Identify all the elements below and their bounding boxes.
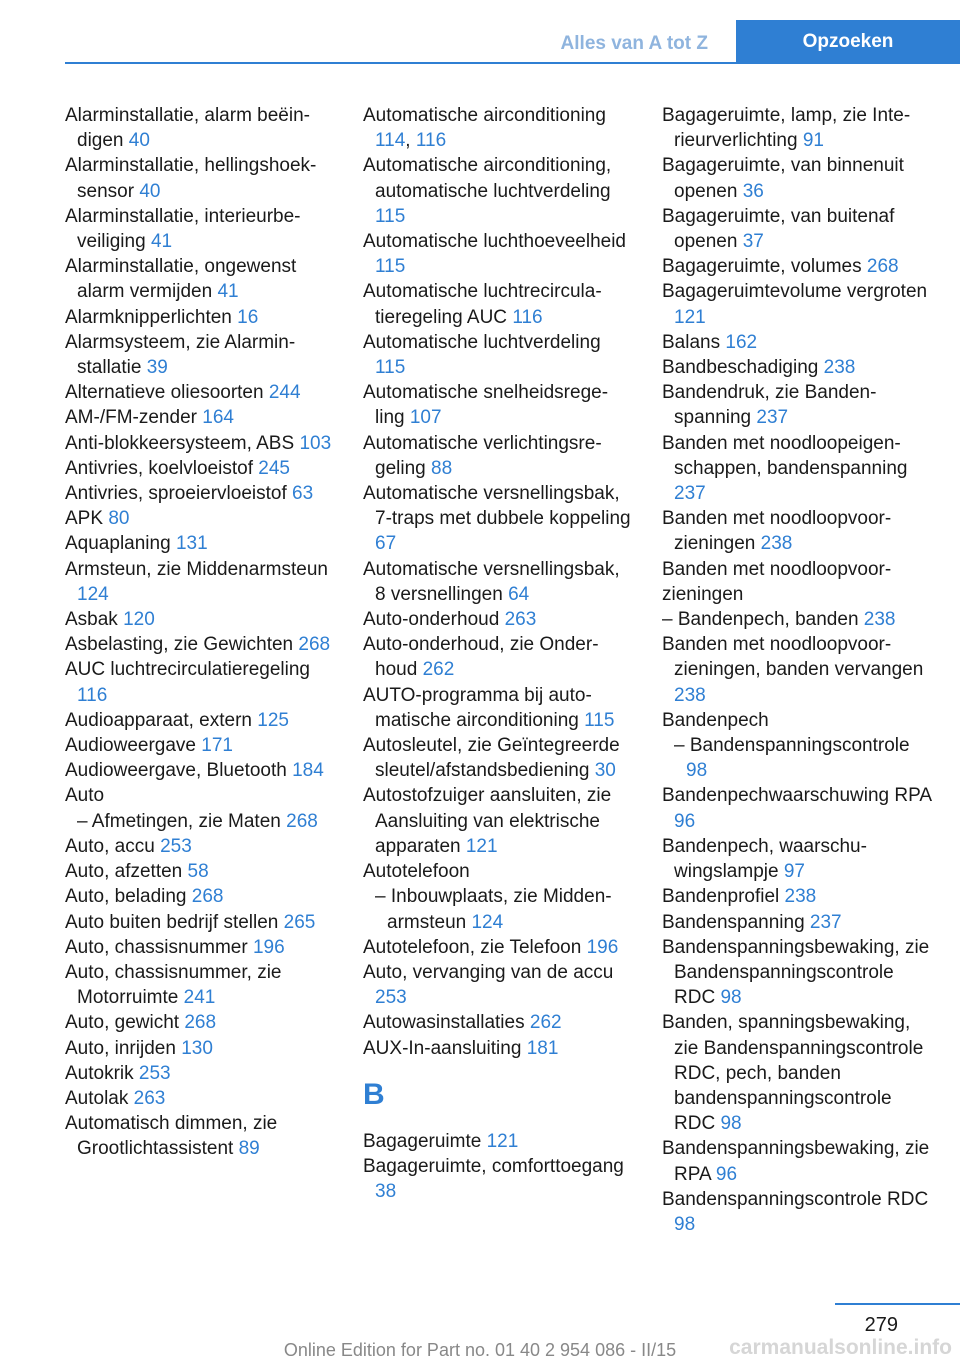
page-link[interactable]: 262 xyxy=(529,1012,562,1034)
index-entry-text: AUC luchtrecirculatieregeling xyxy=(65,659,310,681)
page-link[interactable]: 164 xyxy=(202,407,234,429)
index-entry-text: Alarminstallatie, alarm beëindigen xyxy=(65,105,310,152)
index-entry-text: Bagageruimte, volumes xyxy=(662,256,862,278)
index-entry-text: Bandenspanning xyxy=(662,911,805,933)
index-entry xyxy=(662,153,932,203)
index-entry xyxy=(65,431,333,456)
page-link[interactable]: 268 xyxy=(298,634,331,656)
index-entry xyxy=(662,783,932,833)
page-link[interactable]: 237 xyxy=(674,483,706,505)
index-entry-text: Anti-blokkeersysteem, ABS xyxy=(65,432,295,454)
page-link[interactable]: 115 xyxy=(375,357,406,379)
page-link[interactable]: 120 xyxy=(123,609,155,631)
page-link[interactable]: 67 xyxy=(375,533,397,555)
index-entry-text: Bagageruimtevolume vergroten xyxy=(662,281,928,303)
index-entry xyxy=(662,506,932,556)
page-link[interactable]: 196 xyxy=(252,936,285,958)
index-entry-text: Auto buiten bedrijf stellen xyxy=(65,911,279,933)
index-entry xyxy=(363,1129,631,1154)
index-entry-text: Bandenpech, waarschuwingslampje xyxy=(662,835,867,883)
page-link[interactable]: 64 xyxy=(508,583,530,605)
page-link[interactable]: 238 xyxy=(760,533,793,555)
page-link[interactable]: 253 xyxy=(160,835,192,857)
index-entry-text: Auto-onderhoud xyxy=(363,609,500,631)
index-entry xyxy=(363,935,631,960)
index-entry xyxy=(65,305,333,330)
index-entry-text: Automatische versnellingsbak, 8 versnellingen xyxy=(363,558,620,605)
index-entry-text: – Bandenpech, banden xyxy=(662,609,859,631)
page-link[interactable]: 63 xyxy=(292,483,314,505)
index-entry-text: Audioweergave xyxy=(65,735,196,757)
page-link[interactable]: 41 xyxy=(150,231,173,253)
page-link[interactable]: 30 xyxy=(594,760,616,782)
index-entry-text: Alarmknipperlichten xyxy=(65,306,232,328)
index-entry xyxy=(662,103,932,153)
index-entry xyxy=(65,935,333,960)
index-entry xyxy=(65,531,333,556)
index-entry-text: Banden met noodloopvoorzieningen xyxy=(662,508,892,555)
page-link[interactable]: 98 xyxy=(720,1113,742,1135)
page-link[interactable]: 40 xyxy=(139,180,161,202)
index-entry-text: Alarmsysteem, zie Alarminstallatie xyxy=(65,331,296,379)
index-entry-text: Autosleutel, zie Geïntegreerde sleutel/afstandsbediening xyxy=(363,735,620,782)
index-entry xyxy=(662,708,932,733)
index-entry-text: Banden met noodloopeigenschappen, bandenspanning xyxy=(662,432,908,479)
page-link[interactable]: 116 xyxy=(415,130,447,152)
page-link[interactable]: 116 xyxy=(512,306,543,328)
watermark: carmanualsonline.info xyxy=(729,1336,952,1359)
index-entry-text: – Bandenspanningscontrole xyxy=(674,735,910,757)
page-link[interactable]: 41 xyxy=(217,281,239,303)
index-entry xyxy=(662,1136,932,1186)
page-link[interactable]: 96 xyxy=(674,810,696,832)
page-link[interactable]: 238 xyxy=(823,357,856,379)
page-link[interactable]: 238 xyxy=(863,609,896,631)
index-entry-text: APK xyxy=(65,508,104,530)
section-letter: B xyxy=(363,1077,385,1111)
index-entry-text: Armsteun, zie Middenarmsteun xyxy=(65,558,328,580)
page-link[interactable]: 263 xyxy=(133,1087,166,1109)
index-entry-text: Bandenspanningsbewaking, zie RPA xyxy=(662,1138,930,1185)
index-entry xyxy=(65,859,333,884)
index-entry-text: Autowasinstallaties xyxy=(363,1012,525,1034)
index-entry xyxy=(662,254,932,279)
index-entry xyxy=(65,1061,333,1086)
index-entry xyxy=(65,405,333,430)
index-subentry xyxy=(65,809,333,834)
index-entry xyxy=(363,632,631,682)
index-entry-text: Automatische airconditioning, automatische luchtverdeling xyxy=(363,155,612,202)
page-link[interactable]: 171 xyxy=(201,735,233,757)
index-entry xyxy=(363,229,631,279)
index-entry xyxy=(65,481,333,506)
index-entry-text: Bandenspanningsbewaking, zie Bandenspanningscontrole RDC xyxy=(662,936,930,1009)
index-entry xyxy=(65,330,333,380)
page-link[interactable]: 268 xyxy=(191,886,224,908)
index-entry-text: Bandendruk, zie Bandenspanning xyxy=(662,382,877,429)
index-entry xyxy=(65,884,333,909)
index-entry-text: Audioapparaat, extern xyxy=(65,709,252,731)
index-entry-text: Autotelefoon, zie Telefoon xyxy=(363,936,582,958)
page-link[interactable]: 268 xyxy=(866,256,899,278)
index-entry-text: – Afmetingen, zie Maten xyxy=(77,810,281,832)
index-entry xyxy=(65,910,333,935)
page-link[interactable]: 40 xyxy=(128,130,150,152)
index-entry-text: Bandenpech xyxy=(662,709,769,731)
page-link[interactable]: 253 xyxy=(138,1062,171,1084)
index-entry xyxy=(65,506,333,531)
index-entry xyxy=(65,153,333,203)
page-link[interactable]: 36 xyxy=(742,180,764,202)
index-entry-text: Automatische versnellingsbak, 7-traps met dubbele koppeling xyxy=(363,483,631,530)
page-link[interactable]: 131 xyxy=(175,533,208,555)
index-entry-text: Autotelefoon xyxy=(363,861,470,883)
index-entry xyxy=(363,330,631,380)
index-column-2 xyxy=(363,103,631,1204)
index-entry xyxy=(65,657,333,707)
index-entry-text: Automatische snelheidsregeling xyxy=(363,382,609,429)
index-subentry xyxy=(662,607,932,632)
page-link[interactable]: 262 xyxy=(422,659,455,681)
index-entry-text: – Inbouwplaats, zie Middenarmsteun xyxy=(375,886,612,933)
index-subentry xyxy=(662,733,932,783)
index-entry-text: Bagageruimte xyxy=(363,1130,482,1152)
page-link[interactable]: 245 xyxy=(258,457,290,479)
page-link[interactable]: 121 xyxy=(674,306,706,328)
index-entry-text: Alarminstallatie, hellingshoeksensor xyxy=(65,155,317,202)
index-entry-text: Auto, vervanging van de accu xyxy=(363,961,614,983)
index-entry-text: Asbak xyxy=(65,609,118,631)
page-link[interactable]: 162 xyxy=(725,331,758,353)
index-entry xyxy=(363,1154,631,1204)
index-entry xyxy=(662,884,932,909)
index-entry-text: Automatisch dimmen, zie Grootlichtassistent xyxy=(65,1113,278,1160)
index-entry xyxy=(363,380,631,430)
page-link[interactable]: 114 xyxy=(375,130,406,152)
edition-footer: Online Edition for Part no. 01 40 2 954 086 - II/15 xyxy=(283,1340,677,1360)
page-link[interactable]: 124 xyxy=(77,583,109,605)
index-entry-text: Automatische luchtrecirculatieregeling AUC xyxy=(363,281,602,328)
page-link[interactable]: 96 xyxy=(715,1163,738,1185)
index-entry xyxy=(65,103,333,153)
index-entry xyxy=(363,960,631,1010)
index-entry-text: Alternatieve oliesoorten xyxy=(65,382,264,404)
index-entry xyxy=(65,733,333,758)
page-link[interactable]: 98 xyxy=(674,1213,696,1235)
page-link[interactable]: 268 xyxy=(184,1012,217,1034)
index-entry xyxy=(65,632,333,657)
page-link[interactable]: 89 xyxy=(238,1138,260,1160)
index-entry-text: Antivries, koelvloeistof xyxy=(65,457,253,479)
index-entry-text: Auto, afzetten xyxy=(65,861,183,883)
page-link[interactable]: 115 xyxy=(584,709,615,731)
page-link[interactable]: 116 xyxy=(77,684,108,706)
index-entry-text: Bagageruimte, comforttoegang xyxy=(363,1155,624,1177)
index-entry-text: Automatische luchthoeveelheid xyxy=(363,231,627,253)
index-entry-text: Bandbeschadiging xyxy=(662,357,819,379)
index-entry xyxy=(662,1010,932,1136)
page-link[interactable]: 37 xyxy=(742,231,764,253)
page-link[interactable]: 184 xyxy=(292,760,324,782)
index-entry xyxy=(65,834,333,859)
index-entry xyxy=(363,431,631,481)
index-entry xyxy=(363,279,631,329)
index-entry-text: Aquaplaning xyxy=(65,533,171,555)
index-entry xyxy=(363,557,631,607)
index-entry xyxy=(65,1086,333,1111)
index-entry-text: Automatische luchtverdeling xyxy=(363,331,601,353)
page-link[interactable]: 181 xyxy=(526,1037,559,1059)
index-entry-text: Balans xyxy=(662,331,721,353)
index-entry-text: Auto, gewicht xyxy=(65,1012,180,1034)
index-entry xyxy=(65,708,333,733)
index-entry xyxy=(65,758,333,783)
index-entry xyxy=(363,733,631,783)
index-entry-text: Autostofzuiger aansluiten, zie Aansluiting van elektrische apparaten xyxy=(363,785,612,857)
page-link[interactable]: 107 xyxy=(409,407,442,429)
index-entry xyxy=(363,683,631,733)
page-link[interactable]: 238 xyxy=(784,886,817,908)
index-entry xyxy=(662,279,932,329)
index-entry-text: Auto, chassisnummer, zie Motorruimte xyxy=(65,961,282,1009)
index-entry-text: Auto, belading xyxy=(65,886,187,908)
index-entry xyxy=(662,204,932,254)
index-entry-text: Alarminstallatie, ongewenst alarm vermijden xyxy=(65,256,297,303)
index-entry xyxy=(662,431,932,507)
index-entry-text: Auto-onderhoud, zie Onderhoud xyxy=(363,634,599,681)
page-link[interactable]: 125 xyxy=(257,709,289,731)
index-entry xyxy=(65,557,333,607)
page-link[interactable]: 265 xyxy=(283,911,316,933)
page-link[interactable]: 98 xyxy=(686,760,708,782)
page-link[interactable]: 263 xyxy=(504,609,537,631)
index-entry xyxy=(662,380,932,430)
page-link[interactable]: 244 xyxy=(268,382,301,404)
index-entry-text: Auto, accu xyxy=(65,835,155,857)
index-entry-text: Bandenpechwaarschuwing RPA xyxy=(662,785,931,807)
index-entry xyxy=(363,1010,631,1035)
page-link[interactable]: 237 xyxy=(809,911,842,933)
page-link[interactable]: 58 xyxy=(187,861,209,883)
index-subentry xyxy=(363,884,631,934)
index-entry-text: AM-/FM-zender xyxy=(65,407,197,429)
index-entry-text: Auto, inrijden xyxy=(65,1037,176,1059)
index-entry xyxy=(363,481,631,557)
index-entry-text: AUTO-programma bij automatische airconditioning xyxy=(363,684,592,731)
index-entry-text: Auto xyxy=(65,785,105,807)
page-link[interactable]: 238 xyxy=(674,684,706,706)
page-link[interactable]: 80 xyxy=(108,508,130,530)
index-entry-text: Bagageruimte, van binnenuit openen xyxy=(662,155,904,202)
index-entry-text: Bagageruimte, lamp, zie Interieurverlichting xyxy=(662,105,911,152)
index-entry xyxy=(662,935,932,1011)
index-entry xyxy=(363,859,631,884)
index-entry xyxy=(65,1111,333,1161)
page-link[interactable]: 196 xyxy=(586,936,619,958)
page-link[interactable]: 121 xyxy=(486,1130,519,1152)
index-entry xyxy=(662,834,932,884)
header-tab-opzoeken[interactable]: Opzoeken xyxy=(736,20,960,63)
index-entry-text: Banden met noodloopvoorzieningen xyxy=(662,558,892,605)
page-link[interactable]: 121 xyxy=(465,835,498,857)
page-link[interactable]: 103 xyxy=(299,432,332,454)
index-entry xyxy=(662,632,932,708)
index-entry-text: Alarminstallatie, interieurbeveiliging xyxy=(65,205,301,253)
index-entry xyxy=(662,910,932,935)
index-entry xyxy=(662,1187,932,1237)
index-entry-text: Asbelasting, zie Gewichten xyxy=(65,634,294,656)
index-entry-text: Bandenprofiel xyxy=(662,886,780,908)
page-number-rule xyxy=(835,1303,960,1305)
index-entry-text: Autolak xyxy=(65,1087,129,1109)
index-entry-text: Banden, spanningsbewaking, zie Bandenspanningscontrole RDC, pech, banden bandenspanningscontrole RDC xyxy=(662,1012,924,1135)
index-entry xyxy=(65,380,333,405)
index-entry xyxy=(65,960,333,1010)
page-link[interactable]: 130 xyxy=(181,1037,213,1059)
header-rule xyxy=(65,62,960,64)
index-entry-text: Bagageruimte, van buitenaf openen xyxy=(662,205,895,253)
page-link[interactable]: 38 xyxy=(375,1181,397,1203)
page-link[interactable]: 91 xyxy=(802,130,824,152)
page-link[interactable]: 253 xyxy=(375,987,407,1009)
page-link[interactable]: 237 xyxy=(756,407,789,429)
index-entry-text: Bandenspanningscontrole RDC xyxy=(662,1188,929,1210)
index-entry-text: Antivries, sproeiervloeistof xyxy=(65,483,287,505)
index-entry xyxy=(662,355,932,380)
page-link[interactable]: 39 xyxy=(146,357,168,379)
page-link[interactable]: 16 xyxy=(237,306,259,328)
index-entry xyxy=(662,557,932,607)
index-column-1 xyxy=(65,103,333,1162)
page-link[interactable]: 115 xyxy=(375,205,406,227)
page-link[interactable]: 88 xyxy=(431,457,453,479)
index-entry xyxy=(363,1036,631,1061)
index-entry xyxy=(662,330,932,355)
index-entry-text: AUX-In-aansluiting xyxy=(363,1037,522,1059)
index-entry-text: Banden met noodloopvoorzieningen, banden vervangen xyxy=(662,634,924,681)
index-entry-text: Automatische verlichtingsregeling xyxy=(363,432,602,479)
index-entry xyxy=(65,607,333,632)
page-link[interactable]: 97 xyxy=(783,861,805,883)
index-column-3 xyxy=(662,103,932,1237)
header-section-title: Alles van A tot Z xyxy=(560,33,708,54)
index-entry xyxy=(363,607,631,632)
index-entry xyxy=(363,783,631,859)
index-entry xyxy=(65,1036,333,1061)
page-link[interactable]: 98 xyxy=(720,987,742,1009)
index-entry xyxy=(65,456,333,481)
page-link[interactable]: 124 xyxy=(471,911,504,933)
index-entry-text: Automatische airconditioning xyxy=(363,105,606,126)
index-entry xyxy=(65,1010,333,1035)
index-entry: Automatische airconditioning 114, 116 xyxy=(363,105,606,152)
index-entry xyxy=(363,153,631,229)
page-link[interactable]: 115 xyxy=(375,256,406,278)
page-link[interactable]: 241 xyxy=(183,987,216,1009)
page-link[interactable]: 268 xyxy=(286,810,318,832)
index-entry-text: Auto, chassisnummer xyxy=(65,936,248,958)
index-entry xyxy=(65,254,333,304)
index-entry-text: Audioweergave, Bluetooth xyxy=(65,760,287,782)
index-entry xyxy=(65,204,333,254)
index-entry-text: Autokrik xyxy=(65,1062,134,1084)
page-number: 279 xyxy=(864,1314,898,1336)
index-entry xyxy=(65,783,333,808)
